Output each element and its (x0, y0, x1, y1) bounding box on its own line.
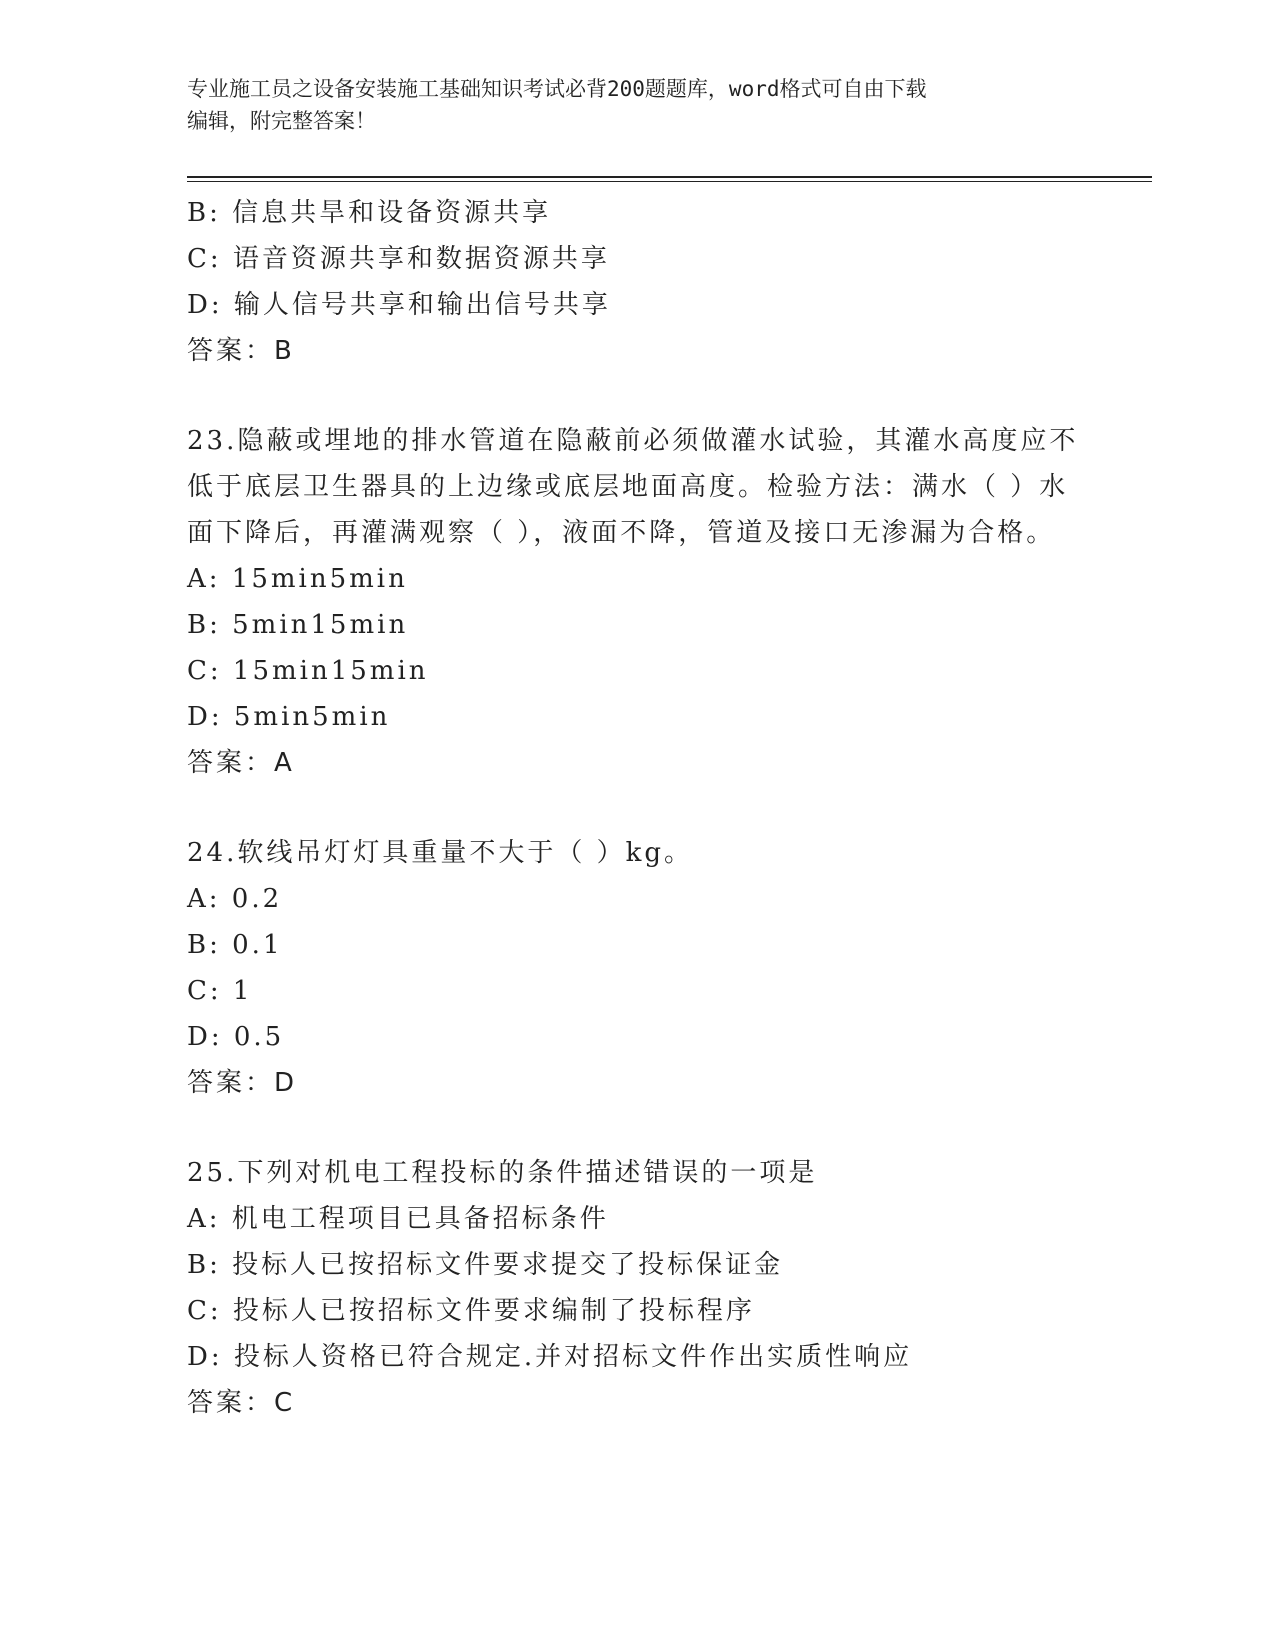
option-b: B: 0.1 (187, 930, 283, 960)
option-d: D: 0.5 (187, 1022, 285, 1052)
option-b: B: 5min15min (187, 610, 409, 640)
header-line-1: 专业施工员之设备安装施工基础知识考试必背200题题库，word格式可自由下载 (187, 77, 927, 101)
answer: 答案：C (187, 1388, 296, 1418)
option-d: D: 投标人资格已符合规定.并对招标文件作出实质性响应 (187, 1342, 913, 1372)
option-d: D: 5min5min (187, 702, 391, 732)
option-c: C: 1 (187, 976, 253, 1006)
question-text-line-2: 低于底层卫生器具的上边缘或底层地面高度。检验方法：满水（ ）水 (187, 472, 1069, 502)
option-b: B: 信息共旱和设备资源共享 (187, 198, 552, 228)
option-a: A: 15min5min (187, 564, 408, 594)
document-header (187, 73, 1067, 137)
option-d: D: 输人信号共享和输出信号共享 (187, 290, 611, 320)
answer: 答案：D (187, 1068, 298, 1098)
option-c: C: 投标人已按招标文件要求编制了投标程序 (187, 1296, 755, 1326)
header-line-2: 编辑，附完整答案！ (187, 109, 376, 133)
question-text-line-1: 23.隐蔽或埋地的排水管道在隐蔽前必须做灌水试验，其灌水高度应不 (187, 426, 1079, 456)
question-25 (187, 1150, 1087, 1426)
question-list (187, 190, 1087, 1426)
question-22 (187, 190, 1087, 374)
option-b: B: 投标人已按招标文件要求提交了投标保证金 (187, 1250, 784, 1280)
header-divider-thin (187, 181, 1152, 182)
option-a: A: 0.2 (187, 884, 283, 914)
question-text: 24.软线吊灯灯具重量不大于（ ）kg。 (187, 838, 694, 868)
option-c: C: 语音资源共享和数据资源共享 (187, 244, 610, 274)
question-text: 25.下列对机电工程投标的条件描述错误的一项是 (187, 1158, 818, 1188)
option-a: A: 机电工程项目已具备招标条件 (187, 1204, 609, 1234)
question-24 (187, 830, 1087, 1106)
answer: 答案：B (187, 336, 295, 366)
question-text-line-3: 面下降后，再灌满观察（ ），液面不降，管道及接口无渗漏为合格。 (187, 518, 1056, 548)
question-23 (187, 418, 1087, 786)
header-divider-thick (187, 176, 1152, 178)
option-c: C: 15min15min (187, 656, 429, 686)
answer: 答案：A (187, 748, 295, 778)
